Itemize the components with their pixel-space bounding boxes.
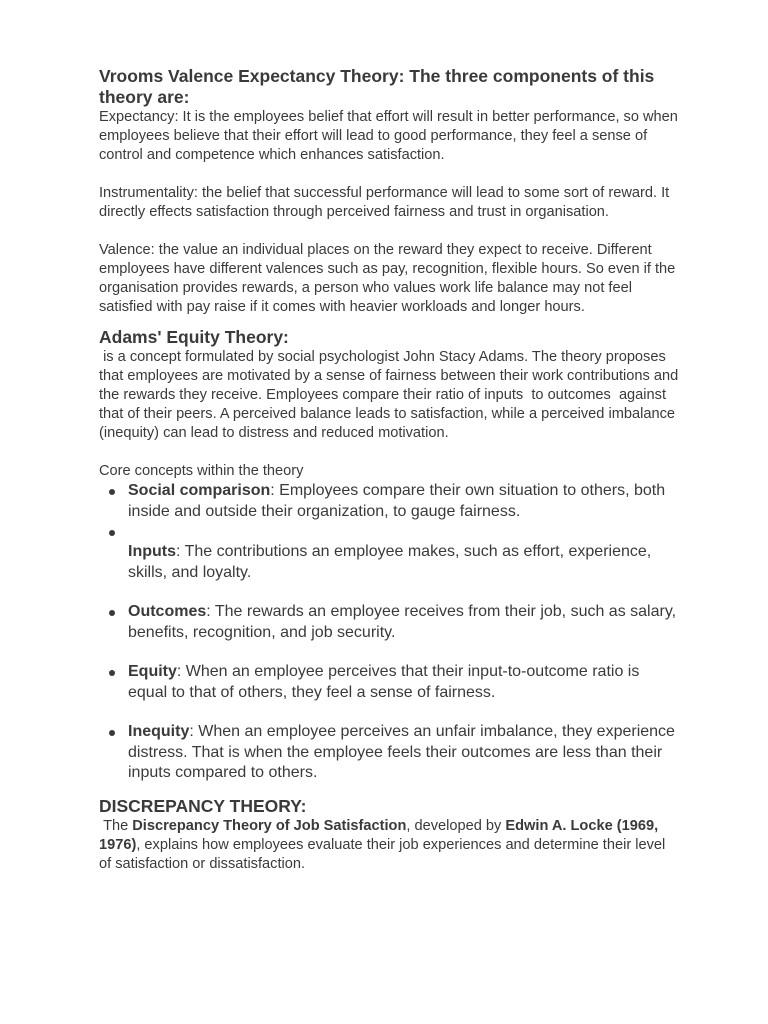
bullet-icon	[109, 530, 115, 536]
concept-term: Equity	[128, 663, 177, 680]
concept-term: Inputs	[128, 543, 176, 560]
list-item-empty	[99, 522, 679, 542]
vroom-heading: Vrooms Valence Expectancy Theory: The three components of this theory are:	[99, 66, 655, 107]
concept-text: : When an employee perceives that their input-to-outcome ratio is equal to that of others, they feel a sense of fairness.	[128, 663, 640, 701]
list-item-social-comparison	[99, 481, 679, 522]
bullet-icon	[109, 670, 115, 676]
list-item-inputs	[99, 542, 679, 583]
discrepancy-heading: DISCREPANCY THEORY:	[99, 795, 307, 816]
list-item-equity	[99, 662, 679, 703]
author-name: Edwin A. Locke (1969, 1976)	[99, 817, 663, 853]
document-page	[99, 66, 683, 874]
theory-name: Discrepancy Theory of Job Satisfaction	[132, 817, 407, 834]
instrumentality-paragraph: Instrumentality: the belief that successful performance will lead to some sort of reward. It directly effects satisfaction through perceived fairness and trust in organisation.	[99, 185, 674, 220]
bullet-icon	[109, 610, 115, 616]
concept-text: : When an employee perceives an unfair imbalance, they experience distress. That is when the employee feels their outcomes are less than their inputs compared to others.	[128, 723, 675, 781]
concept-term: Social comparison	[128, 482, 271, 499]
adams-intro-paragraph: is a concept formulated by social psychologist John Stacy Adams. The theory proposes that employees are motivated by a sense of fairness between their work contributions and the rewards they receive. Employees compare their ratio of inputs to outcomes against that of their peers. A perceived balance leads to satisfaction, while a perceived imbalance (inequity) can lead to distress and reduced motivation.	[99, 349, 683, 441]
list-item-inequity	[99, 722, 679, 784]
intro-text: , developed by	[406, 817, 506, 834]
intro-text: The	[99, 817, 133, 834]
core-concepts-label: Core concepts within the theory	[99, 463, 304, 479]
concept-term: Inequity	[128, 723, 190, 740]
intro-text: , explains how employees evaluate their job experiences and determine their level of satisfaction or dissatisfaction.	[99, 836, 670, 872]
bullet-icon	[109, 730, 115, 736]
discrepancy-intro-paragraph	[99, 817, 679, 874]
core-concepts-list	[99, 481, 679, 784]
concept-text: : The contributions an employee makes, such as effort, experience, skills, and loyalty.	[128, 543, 652, 581]
adams-heading: Adams' Equity Theory:	[99, 327, 289, 347]
bullet-icon	[109, 489, 115, 495]
expectancy-paragraph: Expectancy: It is the employees belief that effort will result in better performance, so when employees believe that their effort will lead to good performance, they feel a sense of control and competence which enhances satisfaction.	[99, 109, 682, 163]
concept-text: : Employees compare their own situation to others, both inside and outside their organization, to gauge fairness.	[128, 482, 666, 520]
list-item-outcomes	[99, 602, 679, 643]
concept-term: Outcomes	[128, 603, 207, 620]
valence-paragraph: Valence: the value an individual places on the reward they expect to receive. Different employees have different valences such as pay, recognition, flexible hours. So even if the organisation provides rewards, a person who values work life balance may not feel satisfied with pay raise if it comes with heavier workloads and longer hours.	[99, 242, 680, 315]
concept-text: : The rewards an employee receives from their job, such as salary, benefits, recognition, and job security.	[128, 603, 677, 641]
